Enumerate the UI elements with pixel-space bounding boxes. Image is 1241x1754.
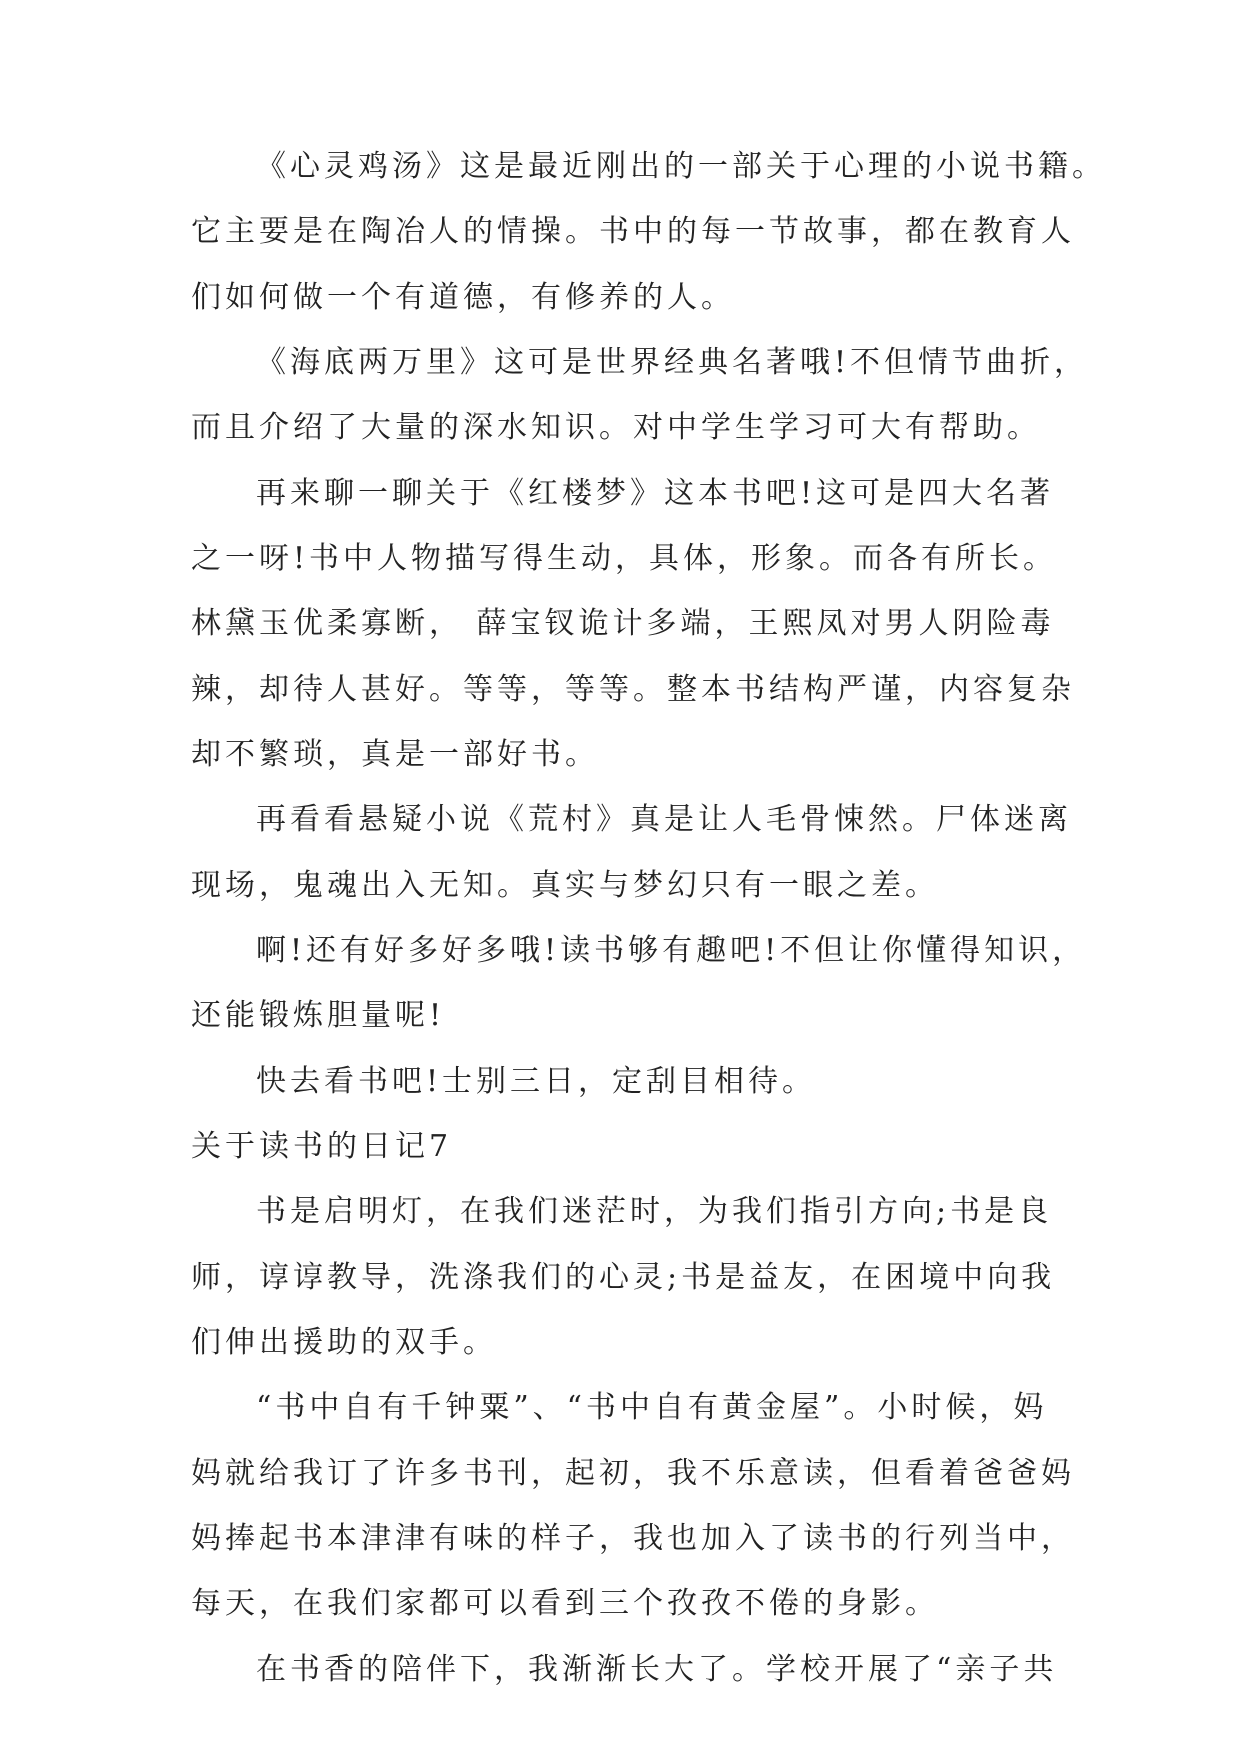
text-line: 啊!还有好多好多哦!读书够有趣吧!不但让你懂得知识， bbox=[256, 933, 1087, 968]
text-line: 们如何做一个有道德，有修养的人。 bbox=[191, 280, 735, 315]
text-line: 《心灵鸡汤》这是最近刚出的一部关于心理的小说书籍。 bbox=[256, 149, 1106, 184]
text-line: 书是启明灯，在我们迷茫时，为我们指引方向;书是良 bbox=[256, 1194, 1053, 1229]
text-line: 快去看书吧!士别三日，定刮目相待。 bbox=[256, 1064, 817, 1099]
text-line: 还能锻炼胆量呢! bbox=[191, 998, 446, 1033]
text-line: 林黛玉优柔寡断， 薛宝钗诡计多端，王熙凤对男人阴险毒 bbox=[191, 606, 1055, 641]
text-line: 却不繁琐，真是一部好书。 bbox=[191, 737, 599, 772]
text-line: 每天，在我们家都可以看到三个孜孜不倦的身影。 bbox=[191, 1586, 939, 1621]
text-line: 现场，鬼魂出入无知。真实与梦幻只有一眼之差。 bbox=[191, 868, 939, 903]
text-line: 再看看悬疑小说《荒村》真是让人毛骨悚然。尸体迷离 bbox=[256, 802, 1072, 837]
text-line: 辣，却待人甚好。等等，等等。整本书结构严谨，内容复杂 bbox=[191, 672, 1075, 707]
section-heading: 关于读书的日记7 bbox=[191, 1129, 453, 1164]
text-line: 在书香的陪伴下，我渐渐长大了。学校开展了“亲子共 bbox=[256, 1652, 1058, 1687]
text-line: 《海底两万里》这可是世界经典名著哦!不但情节曲折， bbox=[256, 345, 1089, 380]
text-line: 而且介绍了大量的深水知识。对中学生学习可大有帮助。 bbox=[191, 410, 1041, 445]
text-line: 师，谆谆教导，洗涤我们的心灵;书是益友，在困境中向我 bbox=[191, 1260, 1056, 1295]
text-line: 之一呀!书中人物描写得生动，具体，形象。而各有所长。 bbox=[191, 541, 1058, 576]
text-line: 妈捧起书本津津有味的样子，我也加入了读书的行列当中， bbox=[191, 1521, 1075, 1556]
text-line: 它主要是在陶冶人的情操。书中的每一节故事，都在教育人 bbox=[191, 214, 1075, 249]
text-line: 妈就给我订了许多书刊，起初，我不乐意读，但看着爸爸妈 bbox=[191, 1456, 1075, 1491]
text-line: “书中自有千钟粟”、“书中自有黄金屋”。小时候，妈 bbox=[256, 1390, 1048, 1425]
text-line: 们伸出援助的双手。 bbox=[191, 1325, 497, 1360]
text-line: 再来聊一聊关于《红楼梦》这本书吧!这可是四大名著 bbox=[256, 476, 1055, 511]
